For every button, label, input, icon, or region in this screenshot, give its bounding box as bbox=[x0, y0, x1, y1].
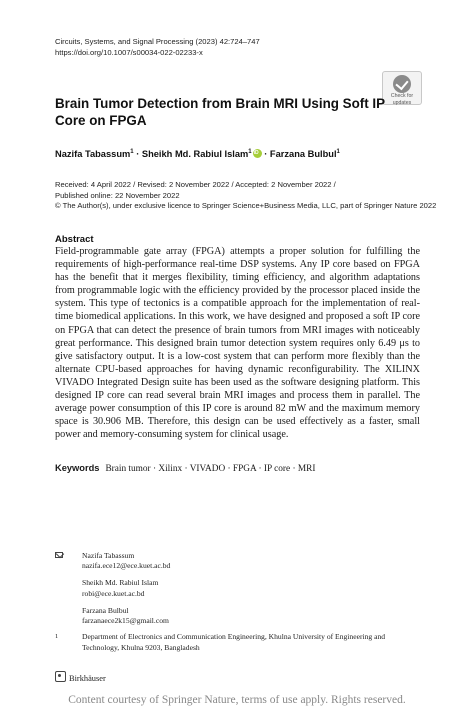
author-name[interactable]: Sheikh Md. Rabiul Islam bbox=[141, 149, 249, 159]
check-for-updates-icon bbox=[393, 75, 411, 93]
publisher-logo-icon bbox=[55, 671, 66, 682]
abstract-text: Field-programmable gate array (FPGA) attempts a proper solution for fulfilling the requirements of high-performance real-time DSP systems. Any IP core based on FPGA has the benefit that it merges flexibility, timing efficiency, and algorithm adaptations from programmable logic with the efficiency provided by the processor placed inside the system. This type of tectonics is a compatible approach for the implementation of real-time biomedical applications. In this work, we have designed and proposed a soft IP core on FPGA that can detect the presence of brain tumors from MRI images with noticeably great performance. This designed brain tumor detection system requires only 6.49 μs to give satisfactory output. It is a low-cost system that can perform more flexibly than the alternate CPU-based approaches for having dynamic reconfigurability. The XILINX VIVADO Integrated Design suite has been used as the software designing platform. This designed IP core can read several brain MRI images and process them in parallel. The average power consumption of this IP core is around 82 mW and the maximum memory space is 30.906 MB. Therefore, this design can be used effectively as a faster, small power and memory-consuming system for clinical usage. bbox=[55, 246, 420, 441]
author-affiliation-marker: 1 bbox=[130, 148, 134, 155]
contact-name: Sheikh Md. Rabiul Islam bbox=[82, 578, 159, 588]
author-affiliation-marker: 1 bbox=[248, 148, 252, 155]
contact-email[interactable]: farzanaece2k15@gmail.com bbox=[82, 616, 169, 626]
badge-line-1: Check for bbox=[390, 93, 414, 99]
affiliation-line: Technology, Khulna 9203, Bangladesh bbox=[82, 642, 200, 652]
author-list bbox=[55, 149, 340, 159]
publisher bbox=[55, 671, 106, 683]
affiliation-number: 1 bbox=[55, 633, 59, 640]
contact-email[interactable]: nazifa.ece12@ece.kuet.ac.bd bbox=[82, 561, 171, 571]
contact-entry bbox=[82, 606, 170, 626]
abstract-heading: Abstract bbox=[55, 234, 94, 245]
contact-name: Farzana Bulbul bbox=[82, 605, 129, 615]
article-history bbox=[55, 180, 436, 212]
contact-email[interactable]: robi@ece.kuet.ac.bd bbox=[82, 588, 145, 598]
paper-title: Brain Tumor Detection from Brain MRI Using Soft IP Core on FPGA bbox=[55, 96, 385, 128]
copyright-notice: © The Author(s), under exclusive licence to Springer Science+Business Media, LLC, part of Springer Nature 2022 bbox=[55, 201, 437, 210]
keywords bbox=[55, 463, 420, 474]
doi-link[interactable]: https://doi.org/10.1007/s00034-022-02233-x bbox=[55, 48, 203, 57]
author-separator: · bbox=[261, 149, 270, 159]
keywords-label: Keywords bbox=[55, 463, 100, 473]
journal-citation bbox=[55, 36, 260, 58]
badge-line-2: updates bbox=[392, 99, 412, 106]
author-name[interactable]: Farzana Bulbul bbox=[269, 149, 337, 159]
author-separator: · bbox=[133, 149, 142, 159]
published-date: Published online: 22 November 2022 bbox=[55, 190, 180, 200]
contact-entry bbox=[82, 578, 170, 598]
author-affiliation-marker: 1 bbox=[336, 148, 340, 155]
contact-entry bbox=[82, 551, 170, 571]
affiliation bbox=[55, 632, 420, 653]
author-name[interactable]: Nazifa Tabassum bbox=[55, 149, 131, 159]
footer-notice: Content courtesy of Springer Nature, terms of use apply. Rights reserved. bbox=[68, 694, 406, 706]
journal-name: Circuits, Systems, and Signal Processing (2023) 42:724–747 bbox=[55, 37, 260, 46]
contact-list bbox=[55, 551, 170, 633]
affiliation-line: Department of Electronics and Communication Engineering, Khulna University of Engineering and bbox=[82, 632, 386, 641]
keywords-list: Brain tumor · Xilinx · VIVADO · FPGA · IP core · MRI bbox=[105, 464, 316, 474]
envelope-icon bbox=[55, 552, 63, 558]
publisher-name: Birkhäuser bbox=[69, 674, 106, 683]
contact-name: Nazifa Tabassum bbox=[82, 551, 135, 560]
history-dates: Received: 4 April 2022 / Revised: 2 November 2022 / Accepted: 2 November 2022 / bbox=[55, 180, 336, 189]
orcid-icon[interactable] bbox=[253, 149, 262, 158]
